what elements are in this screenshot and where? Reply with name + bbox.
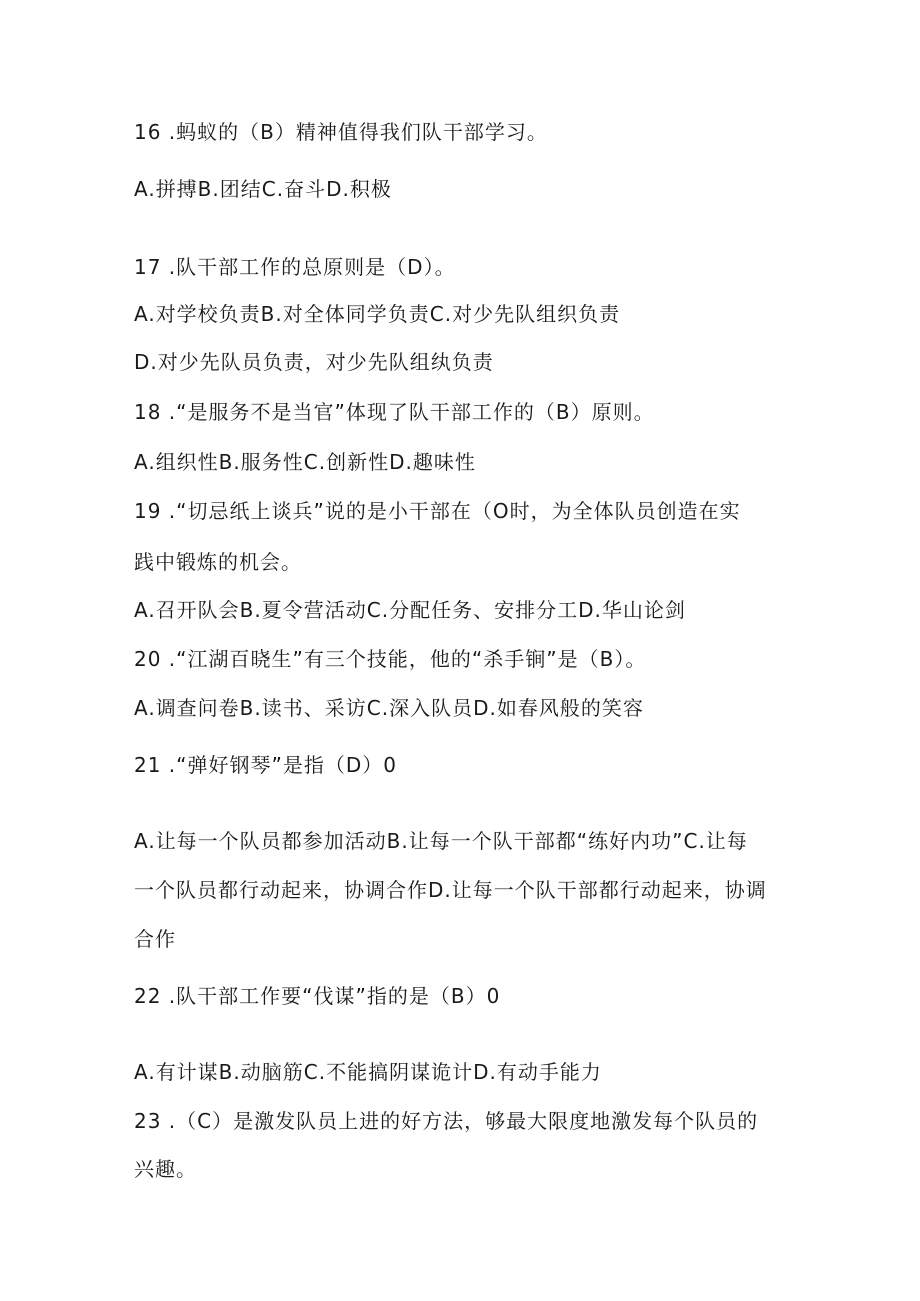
- question-23-stem-line-2: 兴趣。: [134, 1157, 197, 1181]
- question-21-stem: 21 .“弹好钢琴”是指（D）0: [134, 753, 398, 777]
- question-18-stem: 18 .“是服务不是当官”体现了队干部工作的（B）原则。: [134, 400, 655, 424]
- question-16-options: A.拼搏B.团结C.奋斗D.积极: [134, 177, 392, 201]
- question-21-options-line-2: 一个队员都行动起来，协调合作D.让每一个队干部都行动起来，协调: [134, 878, 767, 902]
- question-16-stem: 16 .蚂蚁的（B）精神值得我们队干部学习。: [134, 120, 548, 144]
- question-20-stem: 20 .“江湖百晓生”有三个技能，他的“杀手锏”是（B）。: [134, 647, 647, 671]
- question-19-stem-line-2: 践中锻炼的机会。: [134, 550, 302, 574]
- question-19-options: A.召开队会B.夏令营活动C.分配任务、安排分工D.华山论剑: [134, 598, 686, 622]
- question-17-options-line-1: A.对学校负责B.对全体同学负责C.对少先队组织负责: [134, 302, 621, 326]
- question-20-options: A.调查问卷B.读书、采访C.深入队员D.如春风般的笑容: [134, 696, 644, 720]
- question-22-options: A.有计谋B.动脑筋C.不能搞阴谋诡计D.有动手能力: [134, 1060, 602, 1084]
- question-23-stem-line-1: 23 .（C）是激发队员上进的好方法，够最大限度地激发每个队员的: [134, 1109, 759, 1133]
- question-21-options-line-3: 合作: [134, 927, 176, 951]
- question-18-options: A.组织性B.服务性C.创新性D.趣味性: [134, 450, 476, 474]
- question-19-stem-line-1: 19 .“切忌纸上谈兵”说的是小干部在（O时，为全体队员创造在实: [134, 499, 741, 523]
- question-21-options-line-1: A.让每一个队员都参加活动B.让每一个队干部都“练好内功”C.让每: [134, 829, 748, 853]
- question-22-stem: 22 .队干部工作要“伐谋”指的是（B）0: [134, 984, 501, 1008]
- question-17-stem: 17 .队干部工作的总原则是（D）。: [134, 255, 456, 279]
- question-17-options-line-2: D.对少先队员负责，对少先队组纨负责: [134, 350, 494, 374]
